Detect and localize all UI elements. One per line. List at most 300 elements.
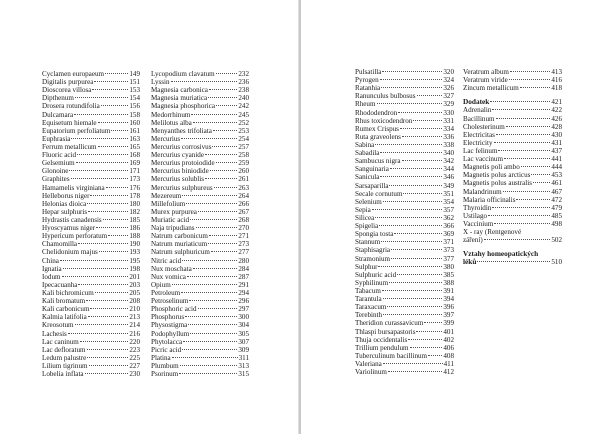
entry-page: 412 bbox=[443, 368, 454, 377]
entry-name: Ruta graveolens bbox=[355, 132, 401, 141]
entry-name: Sanguinaria bbox=[355, 165, 389, 174]
index-entry bbox=[42, 216, 140, 224]
leader-dots bbox=[189, 300, 237, 301]
entry-page: 373 bbox=[443, 246, 454, 255]
entry-name: China bbox=[42, 256, 59, 265]
relations-row bbox=[463, 258, 562, 266]
entry-name: Platina bbox=[151, 353, 171, 362]
leader-dots bbox=[172, 357, 238, 358]
leader-dots bbox=[205, 154, 237, 155]
index-entry bbox=[355, 173, 454, 181]
entry-page: 399 bbox=[443, 319, 454, 328]
entry-name: Lycopodium clavatum bbox=[151, 70, 215, 78]
leader-dots bbox=[216, 105, 237, 106]
entry-name: Sabina bbox=[355, 140, 375, 149]
entry-name: Nitric acid bbox=[151, 256, 182, 265]
index-entry bbox=[463, 188, 562, 196]
entry-name: X - ray (Rentgenové bbox=[463, 228, 522, 237]
entry-name: Veratrum viride bbox=[463, 76, 508, 85]
entry-name: Medorrhinum bbox=[151, 110, 191, 119]
leader-dots bbox=[191, 114, 237, 115]
leader-dots bbox=[383, 201, 443, 202]
entry-name: Bacillinum bbox=[463, 114, 495, 123]
left-index-column-1 bbox=[42, 70, 140, 378]
entry-name: Hyoscyamus niger bbox=[42, 224, 95, 233]
leader-dots bbox=[193, 122, 238, 123]
entry-page: 338 bbox=[443, 140, 454, 149]
index-entry bbox=[151, 289, 249, 297]
entry-page: 230 bbox=[129, 370, 140, 379]
leader-dots bbox=[183, 341, 237, 342]
index-entry bbox=[42, 313, 140, 321]
leader-dots bbox=[417, 95, 443, 96]
leader-dots bbox=[413, 120, 442, 121]
entry-page: 165 bbox=[129, 142, 140, 151]
leader-dots bbox=[377, 103, 443, 104]
index-entry bbox=[42, 224, 140, 232]
index-entry bbox=[355, 157, 454, 165]
index-entry bbox=[42, 151, 140, 159]
index-entry bbox=[42, 208, 140, 216]
entry-page: 190 bbox=[129, 240, 140, 249]
index-entry bbox=[355, 117, 454, 125]
entry-name: Magnetis polus australis bbox=[463, 179, 532, 188]
leader-dots bbox=[196, 227, 238, 228]
index-entry bbox=[463, 171, 562, 179]
entry-page: 160 bbox=[129, 118, 140, 127]
index-entry bbox=[42, 70, 140, 78]
entry-page: 232 bbox=[238, 70, 249, 78]
entry-name: Psorinum bbox=[151, 370, 179, 379]
entry-page: 227 bbox=[129, 361, 140, 370]
index-entry bbox=[42, 257, 140, 265]
leader-dots bbox=[397, 274, 442, 275]
leader-dots bbox=[498, 150, 550, 151]
entry-page: 287 bbox=[238, 272, 249, 281]
index-entry bbox=[151, 159, 249, 167]
entry-page: 254 bbox=[238, 134, 249, 143]
leader-dots bbox=[88, 211, 128, 212]
leader-dots bbox=[372, 209, 443, 210]
entry-page: 225 bbox=[129, 353, 140, 362]
entry-page: 238 bbox=[238, 86, 249, 95]
index-entry bbox=[463, 204, 562, 212]
index-entry bbox=[42, 354, 140, 362]
entry-name: Kali carbonicum bbox=[42, 305, 90, 314]
entry-name: Taraxacum bbox=[355, 303, 387, 312]
index-entry bbox=[151, 208, 249, 216]
entry-name: Sanicula bbox=[355, 173, 380, 182]
entry-name: Trillium pendulum bbox=[355, 343, 409, 352]
entry-page: 391 bbox=[443, 286, 454, 295]
entry-page: 344 bbox=[443, 165, 454, 174]
entry-name: Ipecacuanha bbox=[42, 280, 78, 289]
entry-page: 304 bbox=[238, 321, 249, 330]
entry-page: 185 bbox=[129, 215, 140, 224]
leader-dots bbox=[388, 371, 442, 372]
entry-page: 178 bbox=[129, 191, 140, 200]
entry-name: Ledum palustre bbox=[42, 353, 87, 362]
index-entry bbox=[355, 125, 454, 133]
leader-dots bbox=[410, 347, 443, 348]
leader-dots bbox=[171, 81, 238, 82]
entry-name: Electricity bbox=[463, 138, 493, 147]
index-entry bbox=[42, 281, 140, 289]
entry-name: Natrum carbonicum bbox=[151, 232, 208, 241]
entry-page: 402 bbox=[443, 335, 454, 344]
index-entry bbox=[355, 352, 454, 360]
leader-dots bbox=[99, 251, 129, 252]
entry-page: 485 bbox=[551, 211, 562, 220]
index-entry bbox=[42, 192, 140, 200]
leader-dots bbox=[103, 219, 129, 220]
index-entry bbox=[355, 100, 454, 108]
leader-dots bbox=[78, 243, 128, 244]
entry-page: 258 bbox=[238, 151, 249, 160]
entry-page: 153 bbox=[129, 86, 140, 95]
index-entry bbox=[463, 139, 562, 147]
index-entry bbox=[42, 143, 140, 151]
index-entry bbox=[463, 155, 562, 163]
entry-name: záření) bbox=[463, 236, 483, 245]
leader-dots bbox=[188, 324, 237, 325]
entry-name: Lilium tigrinum bbox=[42, 361, 88, 370]
leader-dots bbox=[383, 363, 443, 364]
entry-page: 309 bbox=[238, 345, 249, 354]
entry-page: 210 bbox=[129, 305, 140, 314]
entry-name: Chelidonium majus bbox=[42, 248, 98, 257]
entry-name: Phosphoric acid bbox=[151, 305, 197, 314]
leader-dots bbox=[387, 306, 442, 307]
relations-heading-cont: léků bbox=[463, 257, 477, 267]
right-page bbox=[301, 0, 600, 434]
leader-dots bbox=[205, 178, 237, 179]
index-entry bbox=[42, 159, 140, 167]
entry-name: Lac caninum bbox=[42, 337, 79, 346]
index-entry bbox=[151, 232, 249, 240]
entry-name: Sulphuric acid bbox=[355, 270, 397, 279]
leader-dots bbox=[60, 260, 128, 261]
entry-name: Rhus toxicodendron bbox=[355, 116, 413, 125]
leader-dots bbox=[75, 324, 129, 325]
index-entry bbox=[355, 76, 454, 84]
entry-name: Magnetis polus arcticus bbox=[463, 171, 531, 180]
entry-name: Fluoric acid bbox=[42, 151, 77, 160]
leader-dots bbox=[69, 170, 128, 171]
leader-dots bbox=[76, 162, 129, 163]
index-entry bbox=[151, 321, 249, 329]
leader-dots bbox=[90, 308, 128, 309]
leader-dots bbox=[389, 185, 442, 186]
entry-page: 294 bbox=[238, 288, 249, 297]
leader-dots bbox=[172, 284, 238, 285]
leader-dots bbox=[379, 225, 442, 226]
index-entry bbox=[42, 200, 140, 208]
leader-dots bbox=[494, 223, 550, 224]
leader-dots bbox=[403, 193, 442, 194]
leader-dots bbox=[190, 333, 237, 334]
entry-name: Lac defloratum bbox=[42, 345, 86, 354]
index-entry bbox=[151, 338, 249, 346]
leader-dots bbox=[209, 235, 237, 236]
entry-page: 180 bbox=[129, 199, 140, 208]
index-entry bbox=[463, 123, 562, 131]
index-entry bbox=[42, 86, 140, 94]
entry-name: Rheum bbox=[355, 100, 376, 109]
leader-dots bbox=[383, 298, 443, 299]
left-page bbox=[0, 0, 299, 434]
index-entry bbox=[42, 370, 140, 378]
entry-name: Petroleum bbox=[151, 288, 181, 297]
entry-name: Hepar sulphuris bbox=[42, 207, 88, 216]
entry-name: Graphites bbox=[42, 175, 70, 184]
entry-name: Sulphur bbox=[355, 262, 378, 271]
leader-dots bbox=[87, 357, 128, 358]
leader-dots bbox=[105, 73, 128, 74]
index-entry bbox=[355, 311, 454, 319]
leader-dots bbox=[496, 134, 550, 135]
leader-dots bbox=[492, 109, 550, 110]
entry-name: Secale cornutum bbox=[355, 189, 403, 198]
leader-dots bbox=[211, 251, 237, 252]
entry-name: Tuberculinum bacillinum bbox=[355, 351, 428, 360]
index-entry bbox=[151, 273, 249, 281]
entry-page: 205 bbox=[129, 288, 140, 297]
entry-page: 305 bbox=[238, 329, 249, 338]
entry-page: 326 bbox=[443, 84, 454, 93]
index-entry bbox=[463, 84, 562, 92]
index-entry bbox=[355, 336, 454, 344]
leader-dots bbox=[77, 154, 128, 155]
index-entry bbox=[151, 354, 249, 362]
entry-name: Sambucus nigra bbox=[355, 157, 401, 166]
index-entry bbox=[42, 232, 140, 240]
leader-dots bbox=[484, 239, 551, 240]
entry-page: 300 bbox=[238, 313, 249, 322]
index-entry bbox=[151, 330, 249, 338]
entry-page: 270 bbox=[238, 224, 249, 233]
leader-dots bbox=[190, 219, 237, 220]
entry-page: 441 bbox=[551, 155, 562, 164]
index-entry bbox=[42, 78, 140, 86]
index-entry bbox=[463, 212, 562, 220]
leader-dots bbox=[181, 292, 237, 293]
leader-dots bbox=[521, 166, 551, 167]
entry-name: Thyroidin bbox=[463, 203, 492, 212]
index-entry bbox=[355, 133, 454, 141]
entry-name: Stannum bbox=[355, 238, 381, 247]
entry-page: 334 bbox=[443, 124, 454, 133]
entry-page: 320 bbox=[443, 68, 454, 76]
entry-name: Phytolacca bbox=[151, 337, 183, 346]
leader-dots bbox=[210, 170, 238, 171]
index-entry bbox=[463, 220, 562, 228]
index-entry bbox=[151, 111, 249, 119]
entry-page: 327 bbox=[443, 92, 454, 101]
index-entry bbox=[151, 265, 249, 273]
index-entry bbox=[42, 346, 140, 354]
entry-page: 163 bbox=[129, 134, 140, 143]
index-entry bbox=[355, 109, 454, 117]
entry-page: 324 bbox=[443, 76, 454, 85]
index-entry bbox=[355, 206, 454, 214]
entry-name: Spongia tosta bbox=[355, 230, 394, 239]
relations-page: 510 bbox=[551, 258, 562, 267]
entry-page: 461 bbox=[551, 179, 562, 188]
entry-name: Nux moschata bbox=[151, 264, 192, 273]
leader-dots bbox=[416, 331, 442, 332]
entry-page: 216 bbox=[129, 329, 140, 338]
leader-dots bbox=[87, 349, 129, 350]
entry-page: 220 bbox=[129, 337, 140, 346]
leader-dots bbox=[383, 314, 442, 315]
entry-name: Magnesia phosphorica bbox=[151, 102, 216, 111]
index-entry bbox=[355, 68, 454, 76]
index-entry bbox=[151, 281, 249, 289]
entry-name: Sarsaparilla bbox=[355, 181, 389, 190]
entry-page: 394 bbox=[443, 295, 454, 304]
entry-page: 201 bbox=[129, 272, 140, 281]
entry-name: Plumbum bbox=[151, 361, 179, 370]
entry-name: Vaccinium bbox=[463, 219, 494, 228]
leader-dots bbox=[490, 101, 550, 102]
entry-name: Thlaspi bursapastoris bbox=[355, 327, 416, 336]
entry-name: Adrenalin bbox=[463, 106, 492, 115]
entry-page: 377 bbox=[443, 254, 454, 263]
entry-name: Zincum metallicum bbox=[463, 84, 519, 93]
index-entry bbox=[355, 165, 454, 173]
entry-page: 437 bbox=[551, 146, 562, 155]
entry-name: Tabacum bbox=[355, 286, 381, 295]
entry-name: Helonias dioica bbox=[42, 199, 87, 208]
entry-page: 186 bbox=[129, 224, 140, 233]
leader-dots bbox=[198, 308, 238, 309]
index-entry bbox=[355, 360, 454, 368]
entry-page: 263 bbox=[238, 183, 249, 192]
entry-page: 366 bbox=[443, 222, 454, 231]
entry-name: Melilotus alba bbox=[151, 118, 192, 127]
leader-dots bbox=[506, 126, 551, 127]
leader-dots bbox=[193, 268, 238, 269]
entry-name: Lac felinum bbox=[463, 146, 498, 155]
leader-dots bbox=[381, 87, 442, 88]
leader-dots bbox=[492, 207, 550, 208]
index-entry bbox=[355, 190, 454, 198]
index-entry bbox=[355, 303, 454, 311]
entry-name: Kalmia latifolia bbox=[42, 313, 87, 322]
leader-dots bbox=[503, 191, 551, 192]
entry-name: Glonoine bbox=[42, 167, 69, 176]
index-entry bbox=[151, 143, 249, 151]
entry-page: 156 bbox=[129, 102, 140, 111]
entry-name: Sabadila bbox=[355, 149, 380, 158]
leader-dots bbox=[74, 114, 128, 115]
index-entry bbox=[463, 106, 562, 114]
entry-page: 257 bbox=[238, 142, 249, 151]
entry-page: 277 bbox=[238, 248, 249, 257]
index-entry bbox=[355, 149, 454, 157]
leader-dots bbox=[80, 341, 129, 342]
entry-page: 260 bbox=[238, 167, 249, 176]
entry-page: 240 bbox=[238, 94, 249, 103]
index-entry bbox=[463, 228, 562, 236]
entry-page: 236 bbox=[238, 78, 249, 87]
leader-dots bbox=[209, 89, 237, 90]
entry-page: 340 bbox=[443, 149, 454, 158]
entry-name: Variolinum bbox=[355, 368, 387, 377]
leader-dots bbox=[504, 158, 550, 159]
entry-page: 349 bbox=[443, 181, 454, 190]
leader-dots bbox=[391, 249, 442, 250]
entry-page: 431 bbox=[551, 138, 562, 147]
entry-page: 479 bbox=[551, 203, 562, 212]
leader-dots bbox=[378, 266, 442, 267]
entry-page: 388 bbox=[443, 278, 454, 287]
entry-page: 411 bbox=[443, 359, 454, 368]
entry-name: Valeriana bbox=[355, 359, 382, 368]
leader-dots bbox=[212, 146, 237, 147]
entry-page: 291 bbox=[238, 280, 249, 289]
entry-name: Hydrastis canadensis bbox=[42, 215, 102, 224]
entry-page: 498 bbox=[551, 219, 562, 228]
entry-page: 467 bbox=[551, 187, 562, 196]
leader-dots bbox=[108, 235, 128, 236]
entry-page: 408 bbox=[443, 351, 454, 360]
entry-page: 307 bbox=[238, 337, 249, 346]
leader-dots bbox=[92, 89, 128, 90]
index-entry bbox=[463, 236, 562, 244]
entry-page: 369 bbox=[443, 230, 454, 239]
entry-name: Mercurius biniodide bbox=[151, 167, 209, 176]
index-entry bbox=[151, 305, 249, 313]
entry-page: 193 bbox=[129, 248, 140, 257]
leader-dots bbox=[182, 349, 237, 350]
entry-name: Kali bichromicum bbox=[42, 288, 94, 297]
leader-dots bbox=[488, 215, 550, 216]
entry-name: Podophyllum bbox=[151, 329, 190, 338]
index-entry bbox=[355, 92, 454, 100]
entry-page: 422 bbox=[551, 106, 562, 115]
leader-dots bbox=[509, 79, 551, 80]
entry-name: Helleborus niger bbox=[42, 191, 90, 200]
leader-dots bbox=[494, 142, 551, 143]
leader-dots bbox=[496, 118, 551, 119]
entry-page: 245 bbox=[238, 110, 249, 119]
leader-dots bbox=[531, 174, 550, 175]
index-entry bbox=[355, 368, 454, 376]
index-entry bbox=[151, 127, 249, 135]
entry-name: Murex purpurea bbox=[151, 207, 197, 216]
index-entry bbox=[151, 224, 249, 232]
entry-page: 380 bbox=[443, 262, 454, 271]
entry-name: Rhododendron bbox=[355, 108, 398, 117]
entry-page: 416 bbox=[551, 76, 562, 85]
entry-name: Magnesia carbonica bbox=[151, 86, 208, 95]
entry-page: 406 bbox=[443, 343, 454, 352]
leader-dots bbox=[208, 243, 237, 244]
entry-page: 168 bbox=[129, 151, 140, 160]
leader-dots bbox=[182, 195, 237, 196]
entry-page: 161 bbox=[129, 126, 140, 135]
leader-dots bbox=[63, 268, 129, 269]
leader-dots bbox=[182, 260, 237, 261]
index-entry bbox=[355, 230, 454, 238]
entry-name: Syphilinum bbox=[355, 278, 389, 287]
entry-page: 158 bbox=[129, 110, 140, 119]
leader-dots bbox=[90, 195, 128, 196]
entry-page: 362 bbox=[443, 213, 454, 222]
entry-name: Chamomilla bbox=[42, 240, 78, 249]
